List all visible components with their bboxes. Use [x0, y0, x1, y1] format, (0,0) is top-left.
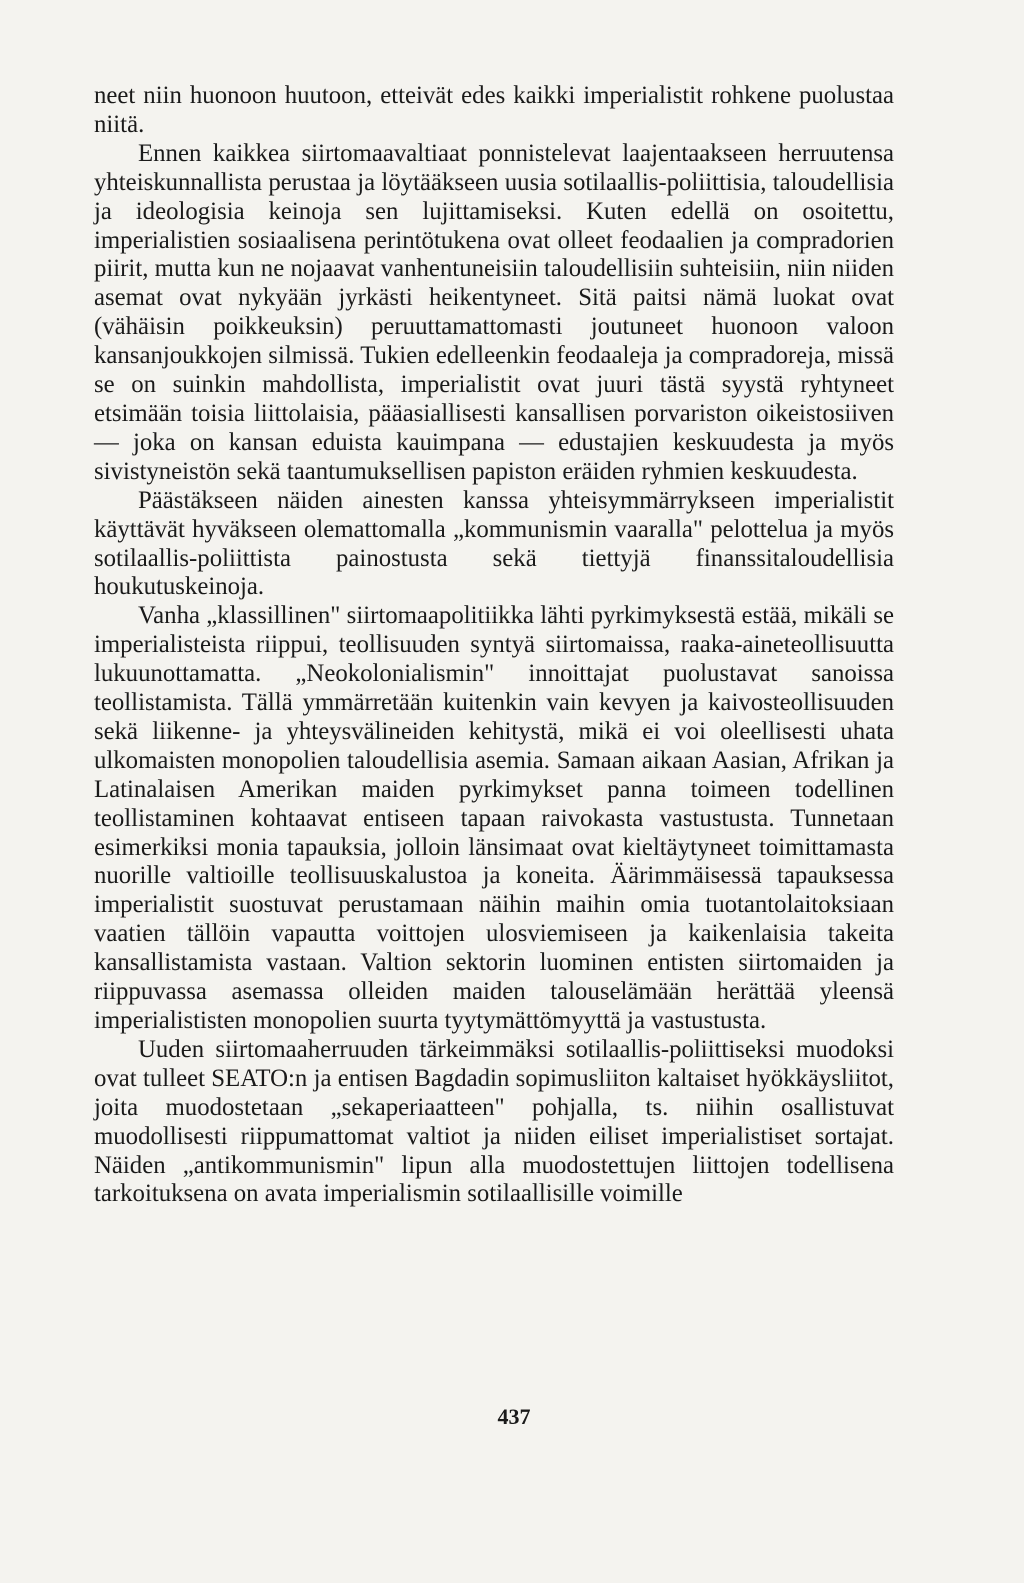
paragraph: Vanha „klassillinen" siirtomaapolitiikka lähti pyrkimyksestä estää, mikäli se imperialisteista riippui, teollisuuden syntyä siirtomaissa, raaka-aineteollisuutta lukuunottamatta. „Neokolonialismin" innoittajat puolustavat sanoissa teollistamista. Tällä ymmärretään kuitenkin vain kevyen ja kaivosteollisuuden sekä liikenne- ja yhteysvälineiden kehitystä, mikä ei voi oleellisesti uhata ulkomaisten monopolien taloudellisia asemia. Samaan aikaan Aasian, Afrikan ja Latinalaisen Amerikan maiden pyrkimykset panna toimeen todellinen teollistaminen kohtaavat entiseen tapaan raivokasta vastustusta. Tunnetaan esimerkiksi monia tapauksia, jolloin länsimaat ovat kieltäytyneet toimittamasta nuorille valtioille teollisuuskalustoa ja koneita. Äärimmäisessä tapauksessa imperialistit suostuvat perustamaan näihin maihin omia tuotantolaitoksiaan vaatien tällöin vapautta voittojen ulosviemiseen ja kaikenlaisia takeita kansallistamista vastaan. Valtion sektorin luominen entisten siirtomaiden ja riippuvassa asemassa olleiden maiden talouselämään herättää yleensä imperialististen monopolien suurta tyytymättömyyttä ja vastustusta.	[94, 602, 894, 1034]
paragraph-continuation: neet niin huonoon huutoon, etteivät edes kaikki imperialistit rohkene puolustaa niitä.	[94, 82, 894, 138]
page-number: 437	[497, 1404, 531, 1429]
paragraph: Päästäkseen näiden ainesten kanssa yhteisymmärrykseen imperialistit käyttävät hyväkseen olemattomalla „kommunismin vaaralla" pelottelua ja myös sotilaallis-poliittista painostusta sekä tiettyjä finanssitaloudellisia houkutuskeinoja.	[94, 486, 894, 601]
paragraph: Ennen kaikkea siirtomaavaltiaat ponnistelevat laajentaakseen herruutensa yhteiskunnallista perustaa ja löytääkseen uusia sotilaallis-poliittisia, taloudellisia ja ideologisia keinoja sen lujittamiseksi. Kuten edellä on osoitettu, imperialistien sosiaalisena perintötukena ovat olleet feodaalien ja compradorien piirit, mutta kun ne nojaavat vanhentuneisiin taloudellisiin suhteisiin, niin niiden asemat ovat nykyään jyrkästi heikentyneet. Sitä paitsi nämä luokat ovat (vähäisin poikkeuksin) peruuttamattomasti joutuneet huonoon valoon kansanjoukkojen silmissä. Tukien edelleenkin feodaaleja ja compradoreja, missä se on suinkin mahdollista, imperialistit ovat juuri tästä syystä ryhtyneet etsimään toisia liittolaisia, pääasiallisesti kansallisen porvariston oikeistosiiven — joka on kansan eduista kauimpana — edustajien keskuudesta ja myös sivistyneistön sekä taantumuksellisen papiston eräiden ryhmien keskuudesta.	[94, 139, 894, 485]
body-text	[94, 82, 894, 1209]
paragraph: Uuden siirtomaaherruuden tärkeimmäksi sotilaallis-poliittiseksi muodoksi ovat tulleet SEATO:n ja entisen Bagdadin sopimusliiton kaltaiset hyökkäysliitot, joita muodostetaan „sekaperiaatteen" pohjalla, ts. niihin osallistuvat muodollisesti riippumattomat valtiot ja niiden eiliset imperialistiset sortajat. Näiden „antikommunismin" lipun alla muodostettujen liittojen todellisena tarkoituksena on avata imperialismin sotilaallisille voimille	[94, 1035, 894, 1208]
